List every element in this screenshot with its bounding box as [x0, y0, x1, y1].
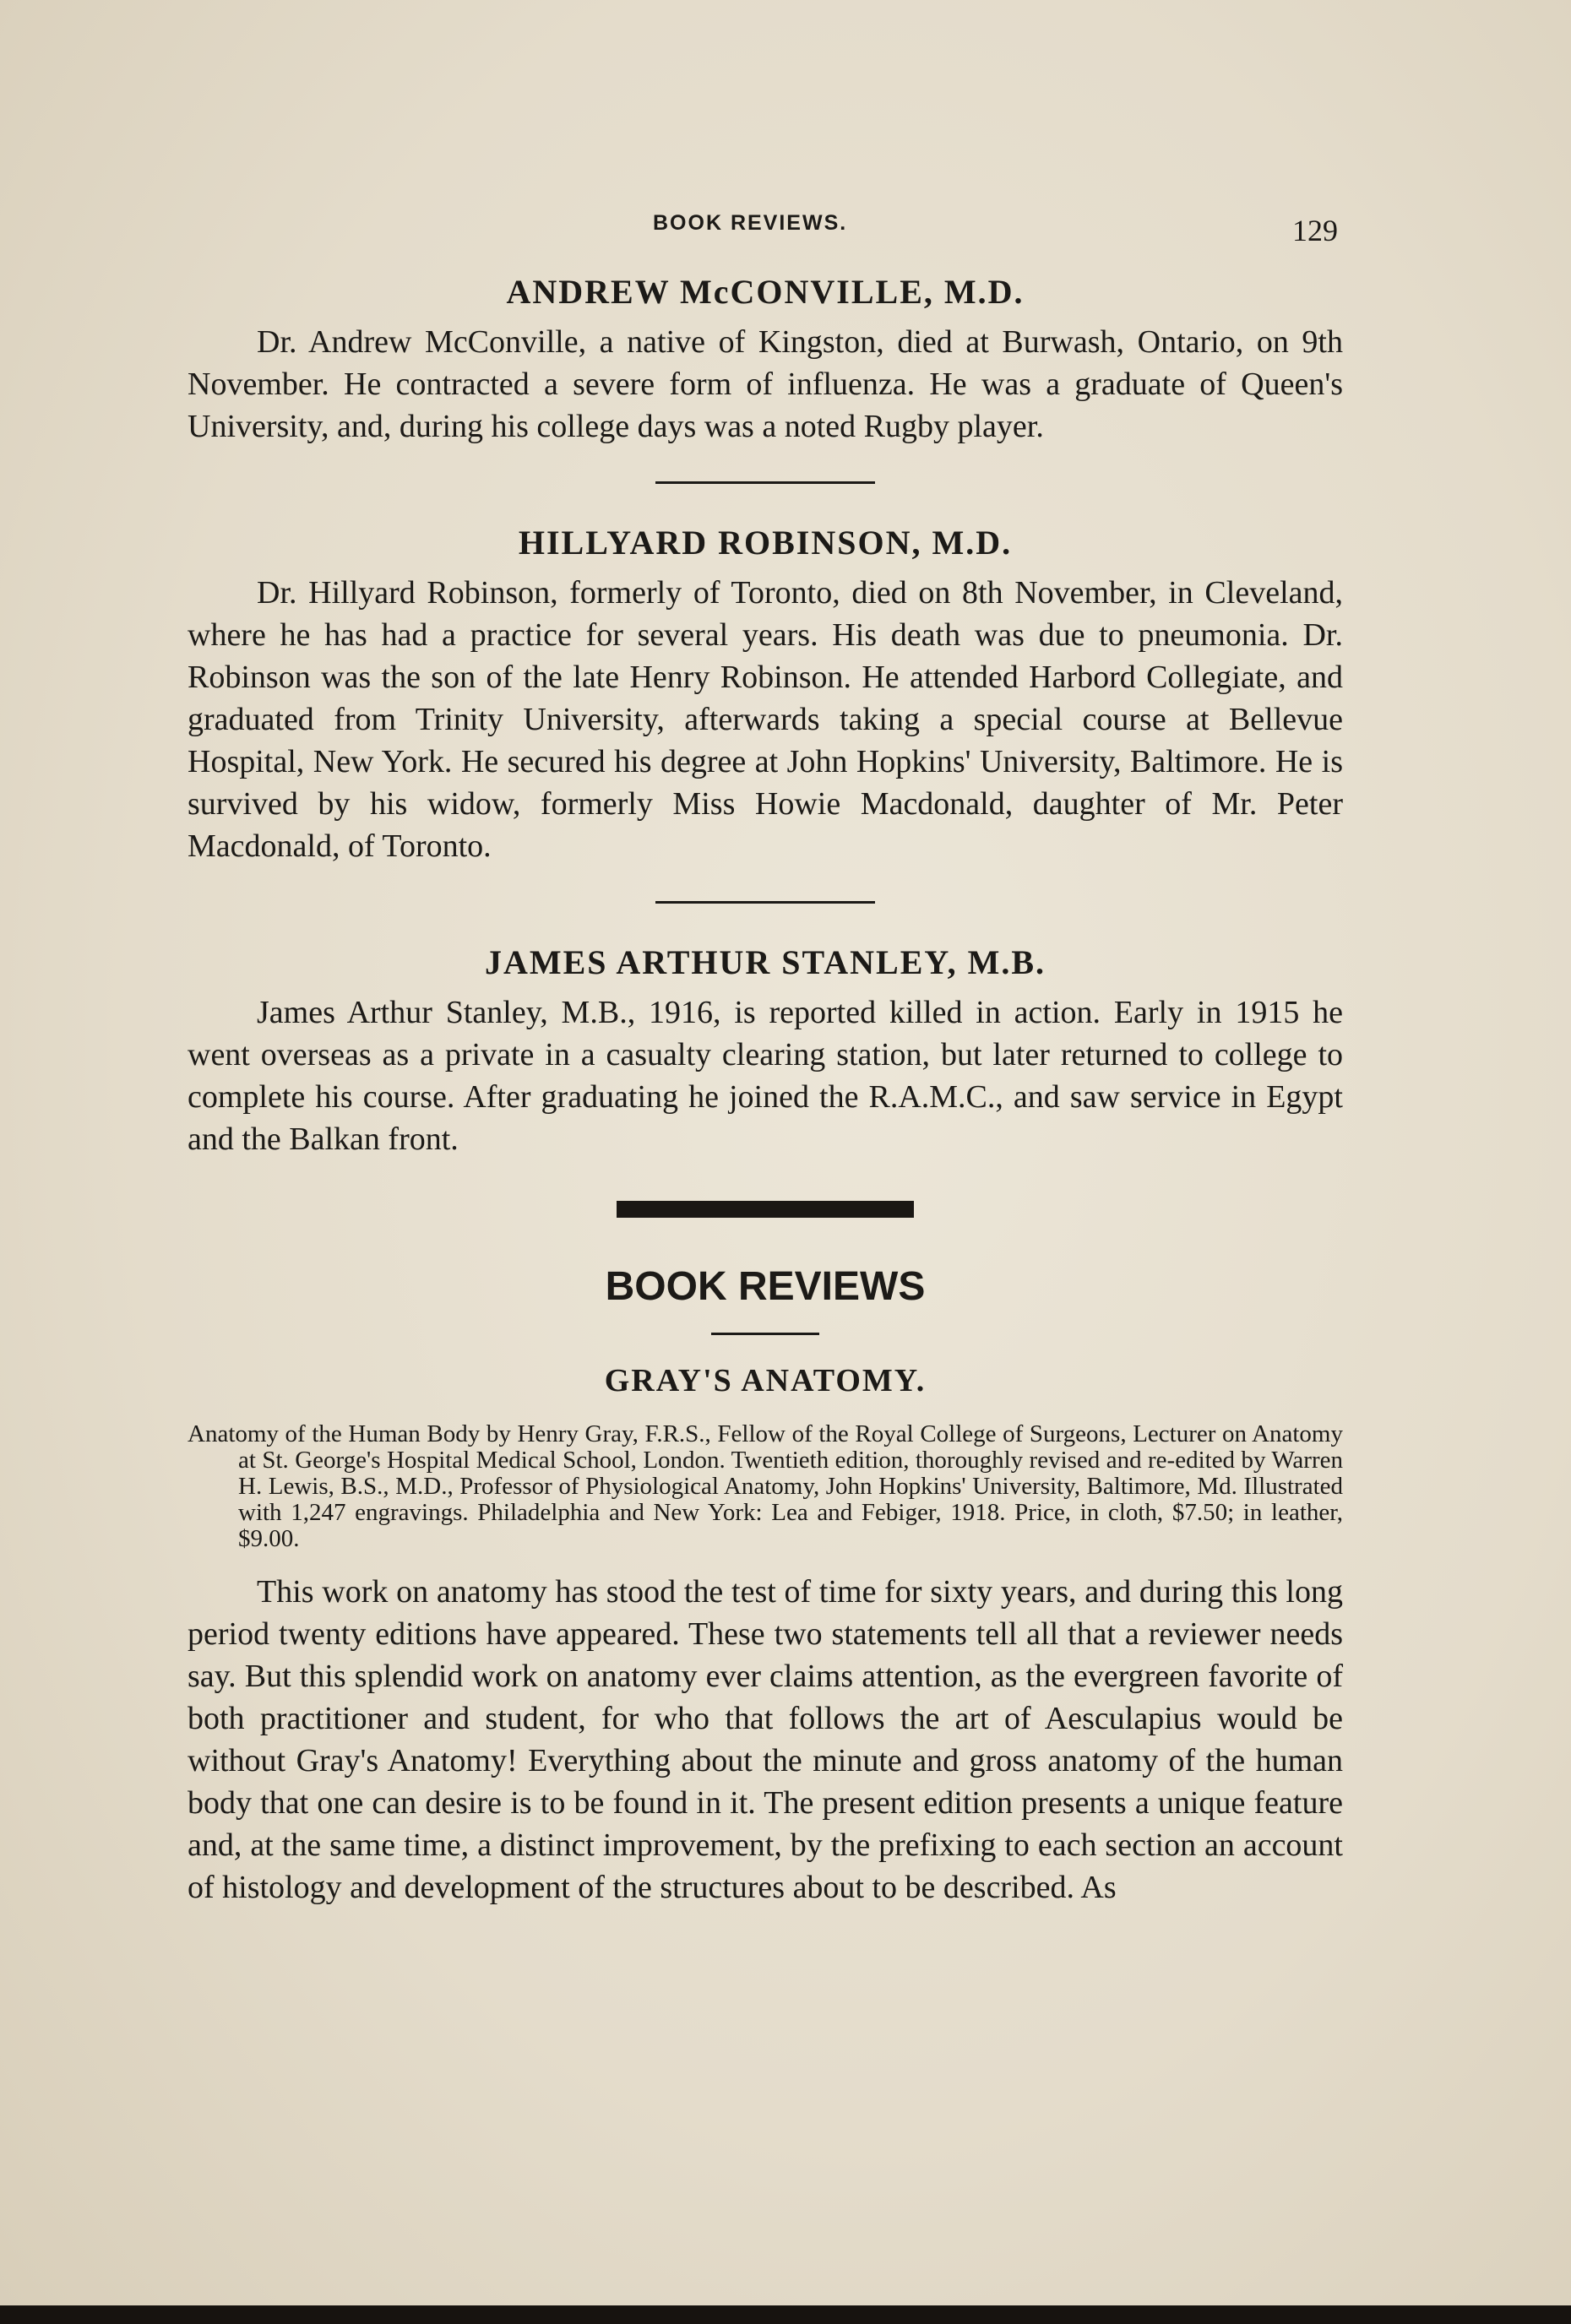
- section-bar: [617, 1201, 914, 1218]
- section-divider: [655, 901, 875, 904]
- running-head: BOOK REVIEWS.: [653, 211, 848, 235]
- review-body: This work on anatomy has stood the test of time for sixty years, and during this long period twenty editions have appeared. These two statements tell all that a reviewer needs say. But this splendid work on anatomy ever claims attention, as the evergreen favorite of both practitioner and student, for who that follows the art of Aesculapius would be without Gray's Anatomy! Everything about the minute and gross anatomy of the human body that one can desire is to be found in it. The present edition presents a unique feature and, at the same time, a distinct improvement, by the prefixing to each section an account of histology and development of the structures about to be described. As: [188, 1574, 1343, 1905]
- review-title: GRAY'S ANATOMY.: [604, 1363, 927, 1398]
- page-number: 129: [1292, 214, 1338, 247]
- obituary-heading: ANDREW McCONVILLE, M.D.: [506, 273, 1025, 311]
- title-underline: [711, 1333, 819, 1335]
- obituary-body: Dr. Andrew McConville, a native of Kingston, died at Burwash, Ontario, on 9th November. He contracted a severe form of influenza. He was a graduate of Queen's University, and, during his college days was a noted Rugby player.: [188, 324, 1343, 444]
- obituary-robinson: [188, 521, 1343, 867]
- section-divider: [655, 481, 875, 484]
- page-content: [188, 270, 1343, 1909]
- obituary-stanley: [188, 941, 1343, 1160]
- book-reviews-title: BOOK REVIEWS: [605, 1264, 926, 1309]
- page-bottom-edge: [0, 2305, 1571, 2324]
- obituary-body: Dr. Hillyard Robinson, formerly of Toronto, died on 8th November, in Cleveland, where he has had a practice for several years. His death was due to pneumonia. Dr. Robinson was the son of the late Henry Robinson. He attended Harbord Collegiate, and graduated from Trinity University, afterwards taking a special course at Bellevue Hospital, New York. He secured his degree at John Hopkins' University, Baltimore. He is survived by his widow, formerly Miss Howie Macdonald, daughter of Mr. Peter Macdonald, of Toronto.: [188, 575, 1343, 864]
- obituary-body: James Arthur Stanley, M.B., 1916, is reported killed in action. Early in 1915 he went overseas as a private in a casualty clearing station, but later returned to college to complete his course. After graduating he joined the R.A.M.C., and saw service in Egypt and the Balkan front.: [188, 995, 1343, 1157]
- obituary-mcconville: [188, 270, 1343, 448]
- book-citation: Anatomy of the Human Body by Henry Gray, F.R.S., Fellow of the Royal College of Surgeons, Lecturer on Anatomy at St. George's Hospital Medical School, London. Twentieth edition, thoroughly revised and re-edited by Warren H. Lewis, B.S., M.D., Professor of Physiological Anatomy, John Hopkins' University, Baltimore, Md. Illustrated with 1,247 engravings. Philadelphia and New York: Lea and Febiger, 1918. Price, in cloth, $7.50; in leather, $9.00.: [188, 1420, 1343, 1552]
- book-reviews-section: [188, 1262, 1343, 1909]
- obituary-heading: JAMES ARTHUR STANLEY, M.B.: [484, 943, 1046, 981]
- obituary-heading: HILLYARD ROBINSON, M.D.: [518, 524, 1013, 562]
